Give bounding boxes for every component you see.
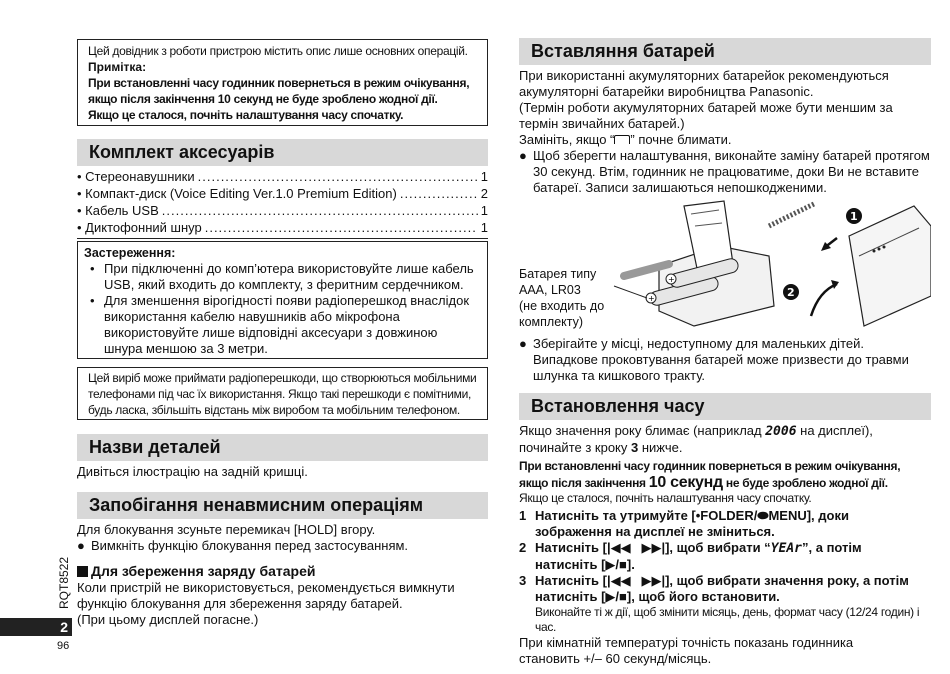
skip-back-forward-icon: |◀◀ ▶▶| (606, 540, 666, 555)
clock-step-2: 2 Натисніть [|◀◀ ▶▶|], щоб вибрати “YEAr”, а потім натисніть [▶/■]. (519, 540, 862, 572)
svg-text:+: + (668, 275, 675, 284)
skip-back-forward-icon: |◀◀ ▶▶| (606, 573, 666, 588)
caution-bullet: • Для зменшення вірогідності появи радіоперешкод внаслідок використання кабелю навушників або мікрофона використовуйте лише відповідні аксесуари з довжиною шнура меншою за 3 метри. (90, 293, 470, 356)
clock-warning-2: якщо після закінчення 10 секунд не буде зроблено жодної дії. (519, 474, 888, 491)
note-line-2: якщо після закінчення 10 секунд не буде зроблено жодної дії. (88, 92, 438, 106)
step-marker-1: 1 (850, 210, 858, 223)
model-code: RQT8522 (57, 556, 71, 609)
parts-heading: Назви деталей (77, 434, 488, 461)
accessories-heading: Комплект аксесуарів (77, 139, 488, 166)
safety-bullet: ● Зберігайте у місці, недоступному для маленьких дітей. Випадкове проковтування батарей може призвести до травми шлунка та кишкового тракту. (519, 336, 909, 383)
note-line-3: Якщо це сталося, почніть налаштування часу спочатку. (88, 108, 404, 122)
square-bullet-icon (77, 566, 88, 577)
interference-box: Цей виріб може приймати радіоперешкоди, що створюються мобільними телефонами під час їх використання. Якщо такі перешкоди є помітними, будь ласка, збільшіть відстань між виробом та мобільним телефоном. (77, 367, 488, 420)
intro-note-box (77, 39, 488, 126)
clock-step-3: 3 Натисніть [|◀◀ ▶▶|], щоб вибрати значення року, а потім натисніть [▶/■], щоб його встановити. (519, 573, 909, 604)
accessory-item: • Компакт-диск (Voice Editing Ver.1.0 Premium Edition) ..... 2 (77, 185, 488, 202)
svg-text:+: + (648, 294, 655, 303)
clock-heading: Встановлення часу (519, 393, 931, 420)
battery-figure (519, 196, 931, 336)
accessory-item: • Диктофонний шнур ..... 1 (77, 219, 488, 236)
batteries-bullet: ● Щоб зберегти налаштування, виконайте заміну батарей протягом 30 секунд. Втім, годинник не працюватиме, доки Ви не вставите батареї. Записи залишаються непошкодженими. (519, 148, 930, 195)
page-number: 96 (57, 640, 70, 652)
replace-line: Замініть, якщо “ ” почне блимати. (519, 132, 732, 147)
caution-bullet: • При підключенні до комп’ютера використовуйте лише кабель USB, який входить до комплекту, з феритним сердечником. (90, 261, 474, 292)
parts-text: Дивіться ілюстрацію на задній кришці. (77, 464, 308, 479)
prevent-heading: Запобігання ненавмисним операціям (77, 492, 488, 519)
save-charge-title: Для збереження заряду батарей (77, 563, 488, 580)
step-marker-2: 2 (787, 286, 795, 299)
prevent-text: Для блокування зсуньте перемикач [HOLD] вгору. (77, 522, 376, 537)
clock-line-2: починайте з кроку 3 нижче. (519, 440, 683, 455)
step3-note: Виконайте ті ж дії, щоб змінити місяць, день, формат часу (12/24 годин) і час. (535, 605, 920, 634)
accessory-item: • Кабель USB ..... 1 (77, 202, 488, 219)
lcd-year-example: 2006 (765, 424, 797, 439)
prevent-bullet: ● Вимкніть функцію блокування перед застосуванням. (77, 538, 409, 553)
accessories-list (77, 168, 488, 239)
lcd-year-label: YEAr (770, 541, 802, 556)
batteries-heading: Вставляння батарей (519, 38, 931, 65)
clock-line-1: Якщо значення року блимає (наприклад 2006 на дисплеї), (519, 423, 873, 439)
battery-type-label: Батарея типу AAA, LR03 (не входить до комплекту) (519, 267, 605, 329)
intro-text: Цей довідник з роботи пристрою містить опис лише основних операцій. (88, 44, 468, 58)
caution-title: Застереження: (84, 246, 176, 260)
battery-compartment-illustration (519, 196, 931, 336)
note-line-1: При встановленні часу годинник повернеться в режим очікування, (88, 76, 470, 90)
clock-step-1: 1 Натисніть та утримуйте [•FOLDER/⬬MENU], доки зображення на дисплеї не зміниться. (519, 508, 849, 539)
battery-icon (614, 135, 630, 144)
accessory-item: • Стереонавушники ..... 1 (77, 168, 488, 185)
note-title: Примітка: (88, 60, 147, 74)
caution-box (77, 241, 488, 359)
page-tab: 2 (0, 618, 72, 636)
